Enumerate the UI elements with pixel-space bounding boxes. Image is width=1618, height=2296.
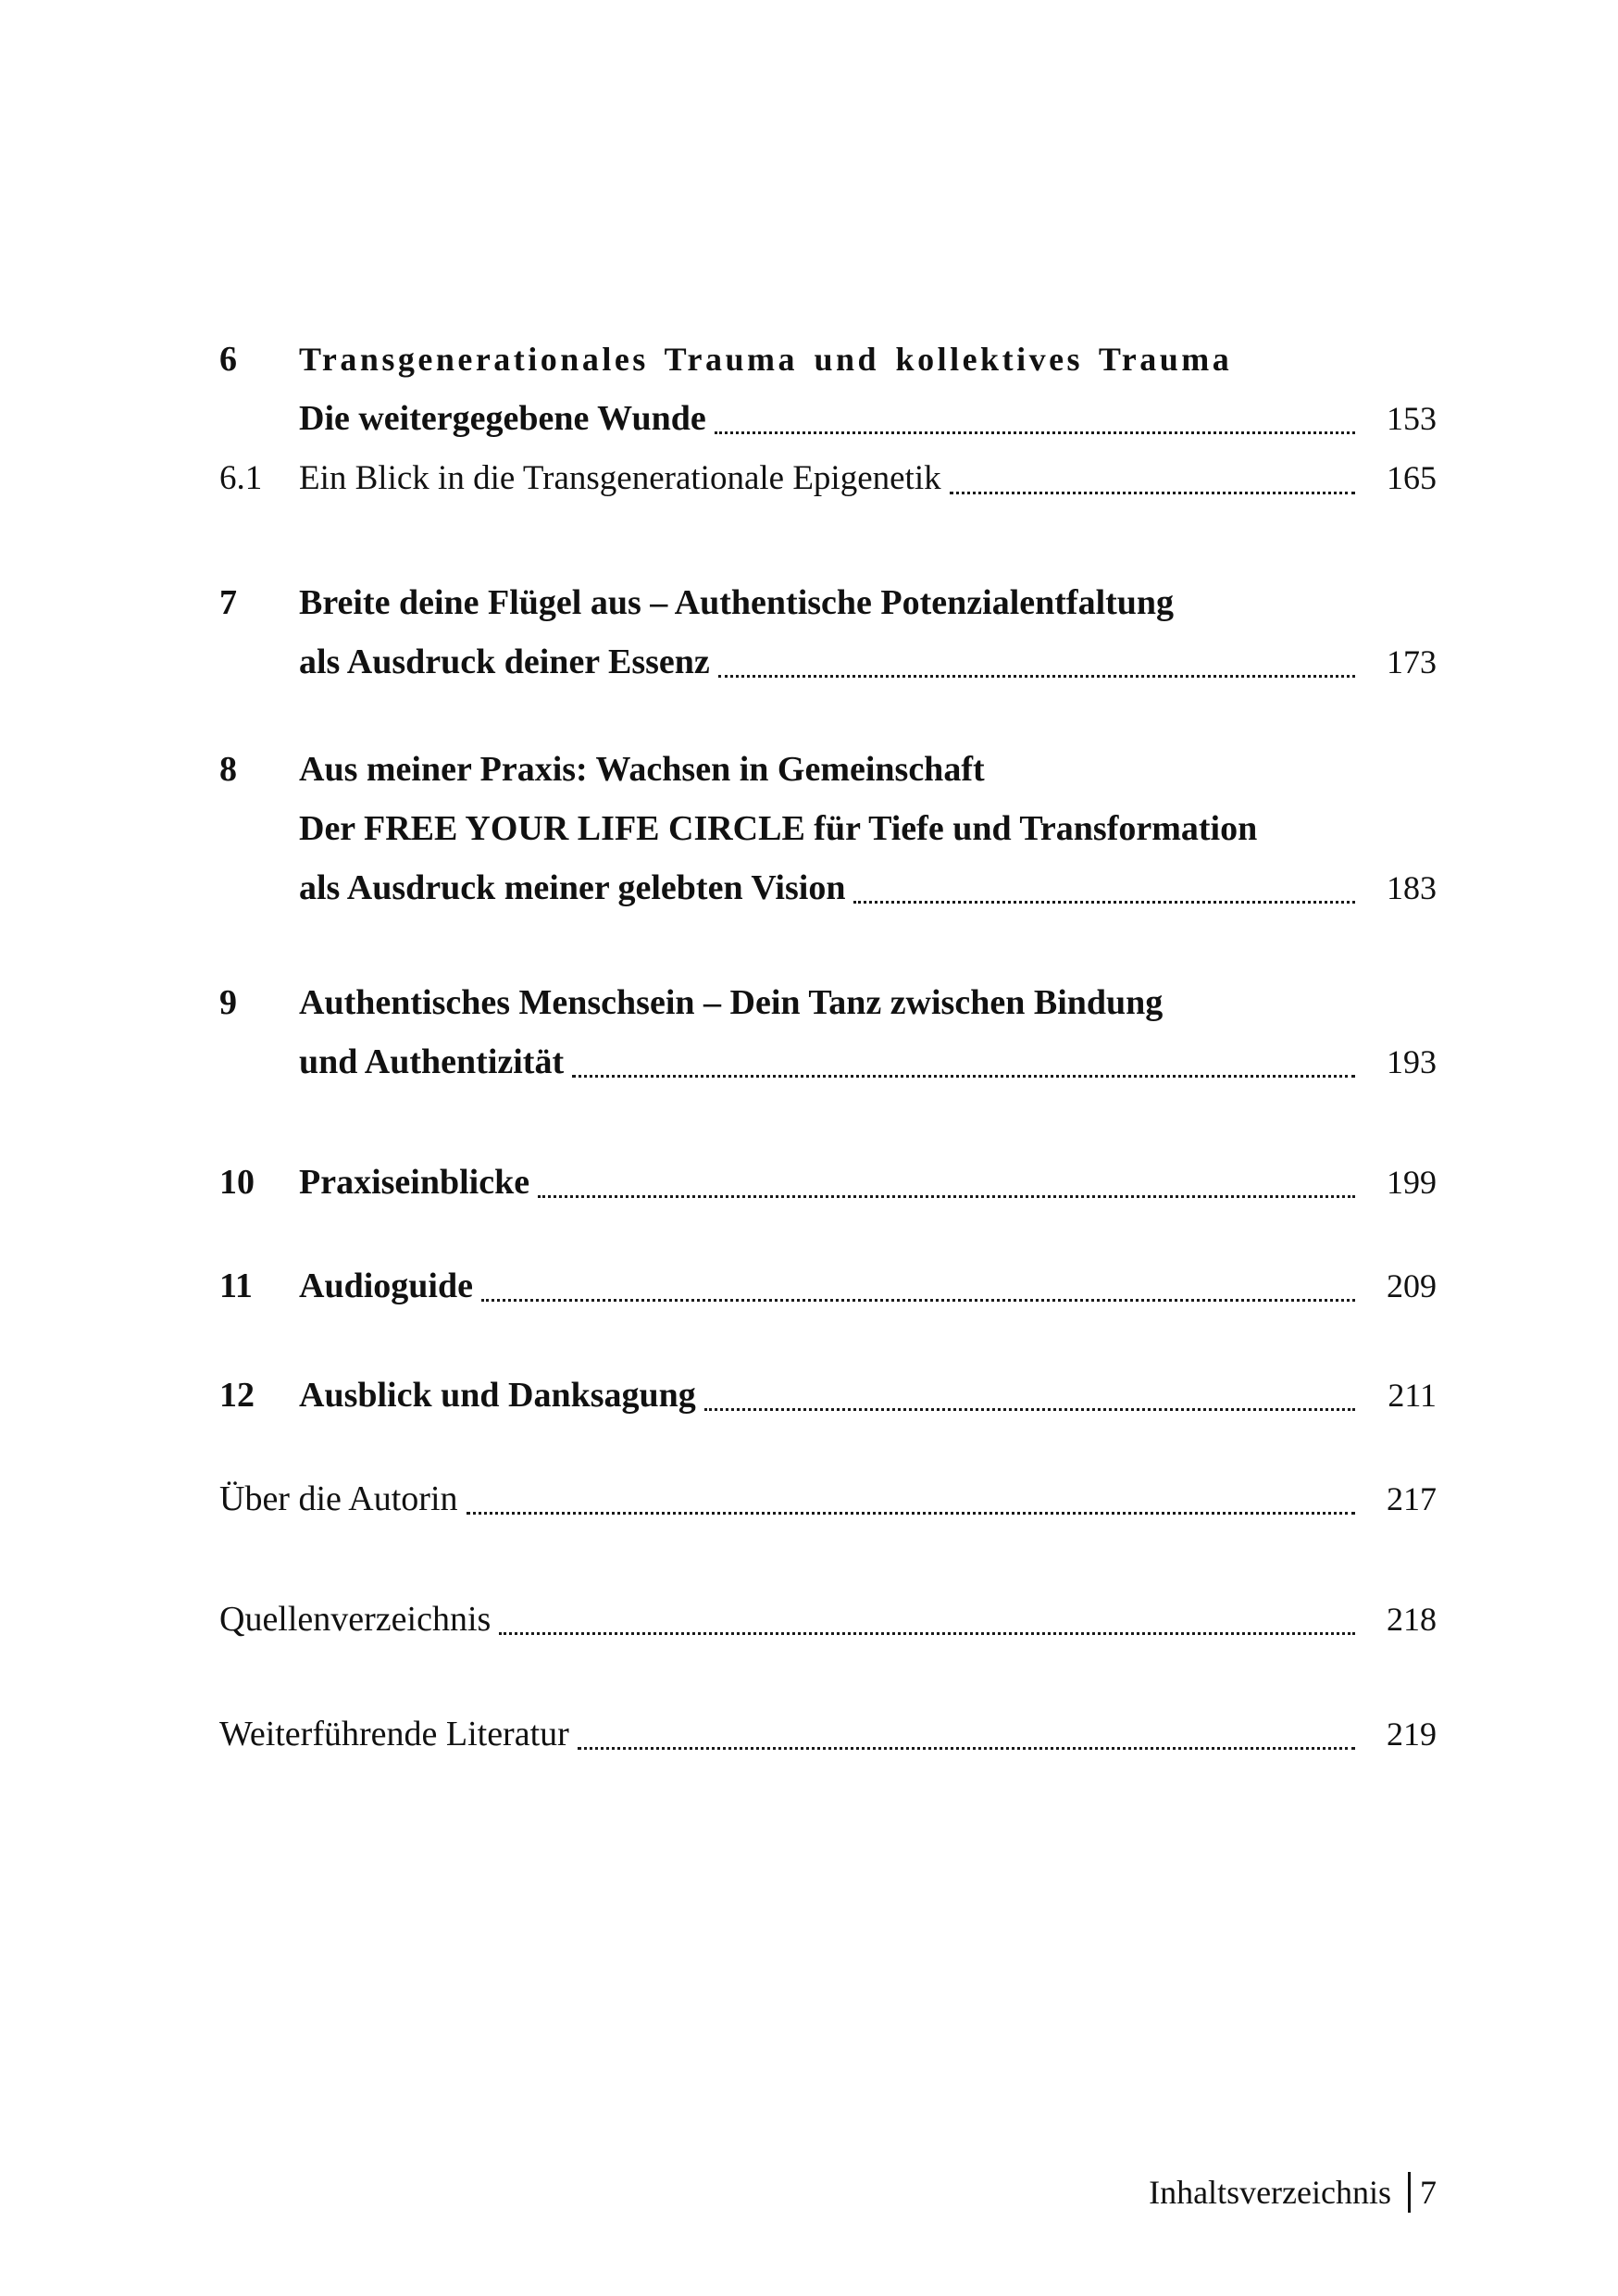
toc-line <box>219 1256 1437 1316</box>
chapter-title: Transgenerationales Trauma und kollektives Trauma <box>299 341 1233 378</box>
toc-entry-chapter-6 <box>219 330 1437 508</box>
toc-line <box>219 632 1437 692</box>
chapter-title: Breite deine Flügel aus – Authentische Potenzialentfaltung <box>299 583 1175 622</box>
toc-line <box>219 1590 1437 1649</box>
dot-leader <box>572 1075 1355 1078</box>
toc-entry-further-reading <box>219 1704 1437 1764</box>
page-number: 173 <box>1387 643 1437 680</box>
dot-leader <box>481 1299 1355 1302</box>
page-number: 218 <box>1387 1601 1437 1638</box>
page-footer <box>1149 2172 1437 2213</box>
toc-entry-chapter-8 <box>219 740 1437 917</box>
dot-leader <box>578 1747 1355 1750</box>
dot-leader <box>704 1408 1355 1411</box>
toc-entry-chapter-9 <box>219 973 1437 1092</box>
dot-leader <box>853 901 1355 904</box>
toc-entry-chapter-12 <box>219 1366 1437 1425</box>
toc-entry-section-6-1 <box>219 448 1437 508</box>
section-title: Ein Blick in die Transgenerationale Epigenetik <box>299 459 941 497</box>
toc-line <box>219 389 1437 448</box>
page-number: 209 <box>1387 1267 1437 1304</box>
toc-line <box>219 1469 1437 1529</box>
dot-leader <box>499 1632 1355 1635</box>
dot-leader <box>538 1195 1355 1198</box>
toc-line <box>219 1153 1437 1212</box>
toc-line <box>219 573 1437 632</box>
toc-entry-chapter-7 <box>219 573 1437 692</box>
toc-entry-chapter-10 <box>219 1153 1437 1212</box>
entry-title: Über die Autorin <box>219 1479 458 1518</box>
chapter-number: 6 <box>219 340 237 379</box>
entry-title: Quellenverzeichnis <box>219 1600 492 1639</box>
toc-entry-sources <box>219 1590 1437 1649</box>
chapter-number: 11 <box>219 1267 253 1305</box>
dot-leader <box>715 431 1355 434</box>
footer-section-label: Inhaltsverzeichnis <box>1149 2174 1391 2211</box>
toc-line <box>219 1366 1437 1425</box>
page-number: 217 <box>1387 1480 1437 1517</box>
chapter-number: 12 <box>219 1376 255 1415</box>
toc-line <box>219 1704 1437 1764</box>
section-number: 6.1 <box>219 459 263 497</box>
chapter-number: 10 <box>219 1163 255 1202</box>
toc-line <box>219 330 1437 389</box>
dot-leader <box>950 492 1355 494</box>
footer-divider <box>1408 2172 1411 2213</box>
toc-line <box>219 973 1437 1032</box>
chapter-title: Aus meiner Praxis: Wachsen in Gemeinschaft <box>299 750 985 789</box>
chapter-number: 9 <box>219 983 237 1022</box>
chapter-subtitle: und Authentizität <box>299 1042 565 1081</box>
chapter-title: Audioguide <box>299 1267 473 1305</box>
toc-line <box>219 1032 1437 1092</box>
chapter-subtitle: Der FREE YOUR LIFE CIRCLE für Tiefe und Transformation <box>299 809 1258 848</box>
chapter-title: Praxiseinblicke <box>299 1163 530 1202</box>
chapter-subtitle: als Ausdruck deiner Essenz <box>299 643 710 681</box>
toc-line <box>219 799 1437 858</box>
page-number: 165 <box>1387 459 1437 496</box>
page-number: 193 <box>1387 1043 1437 1080</box>
chapter-title: Ausblick und Danksagung <box>299 1376 696 1415</box>
toc-entry-about-author <box>219 1469 1437 1529</box>
toc-line <box>219 858 1437 917</box>
page-number: 183 <box>1387 869 1437 906</box>
page-number: 153 <box>1387 400 1437 437</box>
footer-page-number: 7 <box>1420 2174 1437 2211</box>
page-number: 219 <box>1387 1716 1437 1753</box>
chapter-number: 8 <box>219 750 237 789</box>
toc-entry-chapter-11 <box>219 1256 1437 1316</box>
chapter-title: Authentisches Menschsein – Dein Tanz zwischen Bindung <box>299 983 1164 1022</box>
toc-line <box>219 740 1437 799</box>
table-of-contents <box>219 330 1437 1764</box>
chapter-number: 7 <box>219 583 237 622</box>
dot-leader <box>718 675 1355 678</box>
page-number: 199 <box>1387 1164 1437 1201</box>
dot-leader <box>467 1512 1355 1515</box>
page-number: 211 <box>1388 1377 1437 1414</box>
chapter-subtitle: als Ausdruck meiner gelebten Vision <box>299 868 846 907</box>
chapter-subtitle: Die weitergegebene Wunde <box>299 399 706 438</box>
entry-title: Weiterführende Literatur <box>219 1715 569 1753</box>
